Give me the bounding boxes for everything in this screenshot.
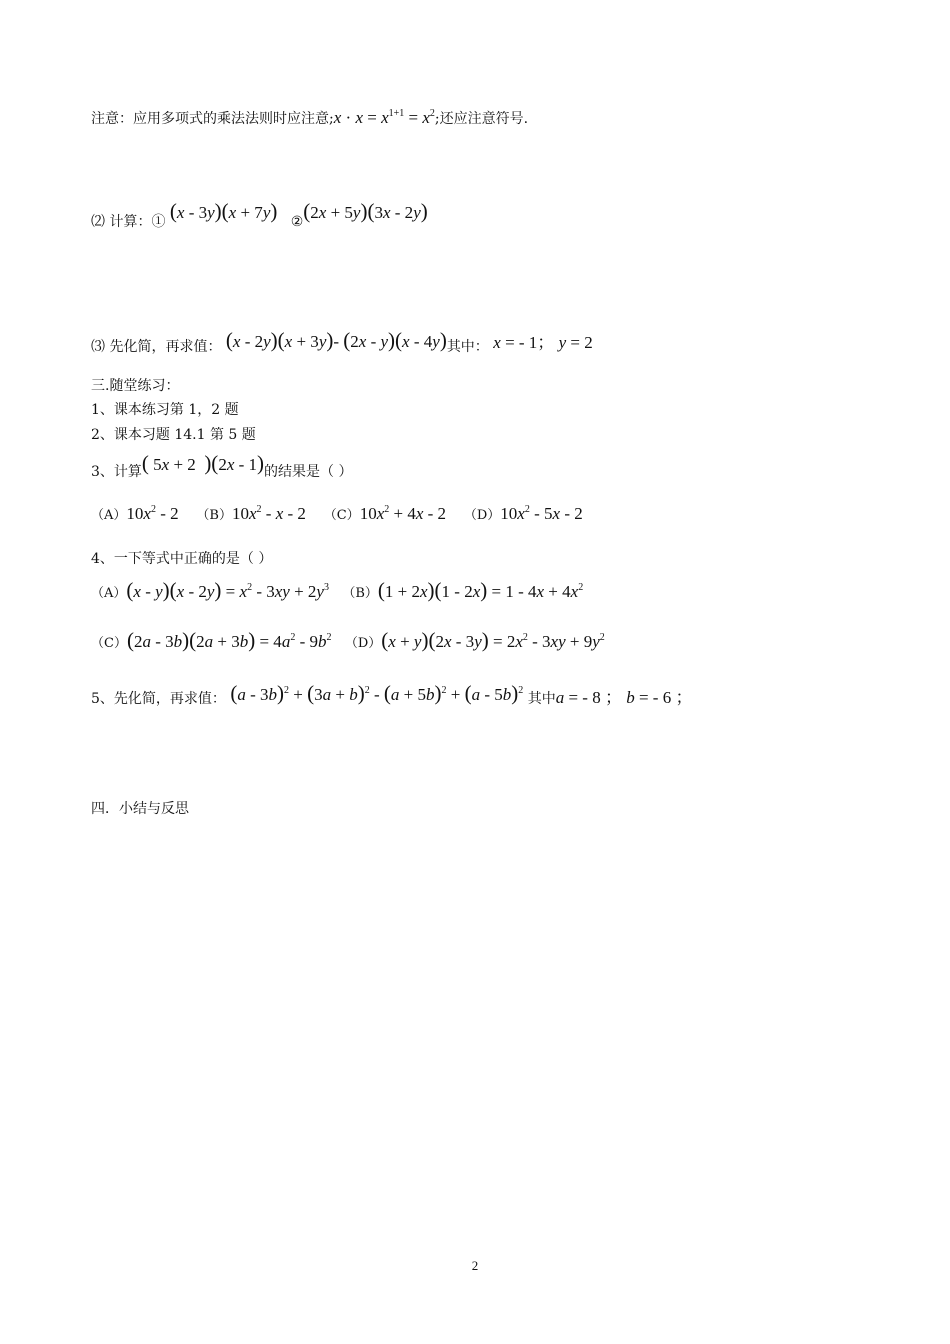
option-c-formula: $10x^2 + 4x - 2$ (359, 504, 447, 523)
note-line (91, 108, 528, 129)
section-4-title: 四．小结与反思 (91, 801, 189, 817)
section-3-title: 三.随堂练习： (91, 378, 180, 394)
option-d-label: （D） (463, 508, 501, 523)
exercise-3 (91, 451, 353, 482)
exercise-4-row-2 (91, 630, 605, 654)
exercise-3-suffix: 的结果是（ ） (264, 464, 353, 480)
option-a-label: （A） (91, 586, 127, 601)
option-d-label: （D） (344, 636, 382, 651)
exercise-5-where: 其中 (527, 691, 556, 707)
exercise-3-prefix: 3、计算 (91, 464, 142, 480)
note-prefix: 注意：应用多项式的乘法法则时应注意; (91, 111, 334, 127)
item-3-where: 其中： (446, 339, 489, 355)
formula-2-1: (x - 3y)(x + 7y) (169, 199, 278, 223)
option-b-label: （B） (342, 586, 378, 601)
item-3-label: ⑶ 先化简，再求值： (91, 339, 222, 355)
option-b-label: （B） (196, 508, 232, 523)
option-b-formula: $10x^2$ - x - 2 (231, 504, 306, 523)
formula-power-rule: $x \cdot x = x^{1+1} = x^2$ (333, 108, 435, 127)
exercise-1: 1、课本练习第 1，2 题 (91, 402, 239, 418)
formula-3-values: x = - 1； y = 2 (493, 333, 593, 352)
formula-3: (x - 2y)(x + 3y)- (2x - y)(x - 4y) (225, 328, 447, 352)
exercise-3-options (91, 504, 583, 526)
option-c-label: （C） (91, 636, 127, 651)
option-b-formula: $(1 + 2x)(1 - 2x) = 1 - 4x + 4x^2$ (377, 578, 584, 602)
option-c-formula: $(2a - 3b)(2a + 3b) = 4a^2 - 9b^2$ (126, 628, 332, 652)
exercise-4-title: 4、一下等式中正确的是（ ） (91, 551, 273, 567)
formula-ex3: ( 5x + 2 )(2x - 1) (141, 451, 265, 475)
note-suffix: ;还应注意符号. (434, 111, 529, 127)
circle-2-label: ② (290, 214, 304, 230)
formula-2-2: (2x + 5y)(3x - 2y) (303, 199, 428, 223)
page-number: 2 (471, 1258, 479, 1273)
option-d-formula: $(x + y)(2x - 3y) = 2x^2 - 3xy + 9y^2$ (381, 628, 605, 652)
exercise-5 (91, 681, 693, 709)
formula-ex5-values: a = - 8 ； b = - 6 ； (555, 688, 693, 707)
item-2-compute (91, 199, 428, 232)
exercise-5-prefix: 5、先化简，再求值： (91, 691, 226, 707)
item-2-label: ⑵ 计算：① (91, 214, 166, 230)
option-d-formula: $10x^2 - 5x - 2$ (500, 504, 583, 523)
formula-ex5: $(a - 3b)^2 + (3a + b)^2 - (a + 5b)^2 + (a - 5b)^2$ (230, 681, 524, 705)
option-a-formula: $10x^2 - 2$ (126, 504, 179, 523)
item-3-simplify (91, 328, 593, 357)
option-a-formula: $(x - y)(x - 2y) = x^2 - 3xy + 2y^3$ (126, 578, 329, 602)
exercise-2: 2、课本习题 14.1 第 5 题 (91, 427, 256, 443)
option-c-label: （C） (323, 508, 360, 523)
exercise-4-row-1 (91, 580, 583, 604)
option-a-label: （A） (91, 508, 127, 523)
